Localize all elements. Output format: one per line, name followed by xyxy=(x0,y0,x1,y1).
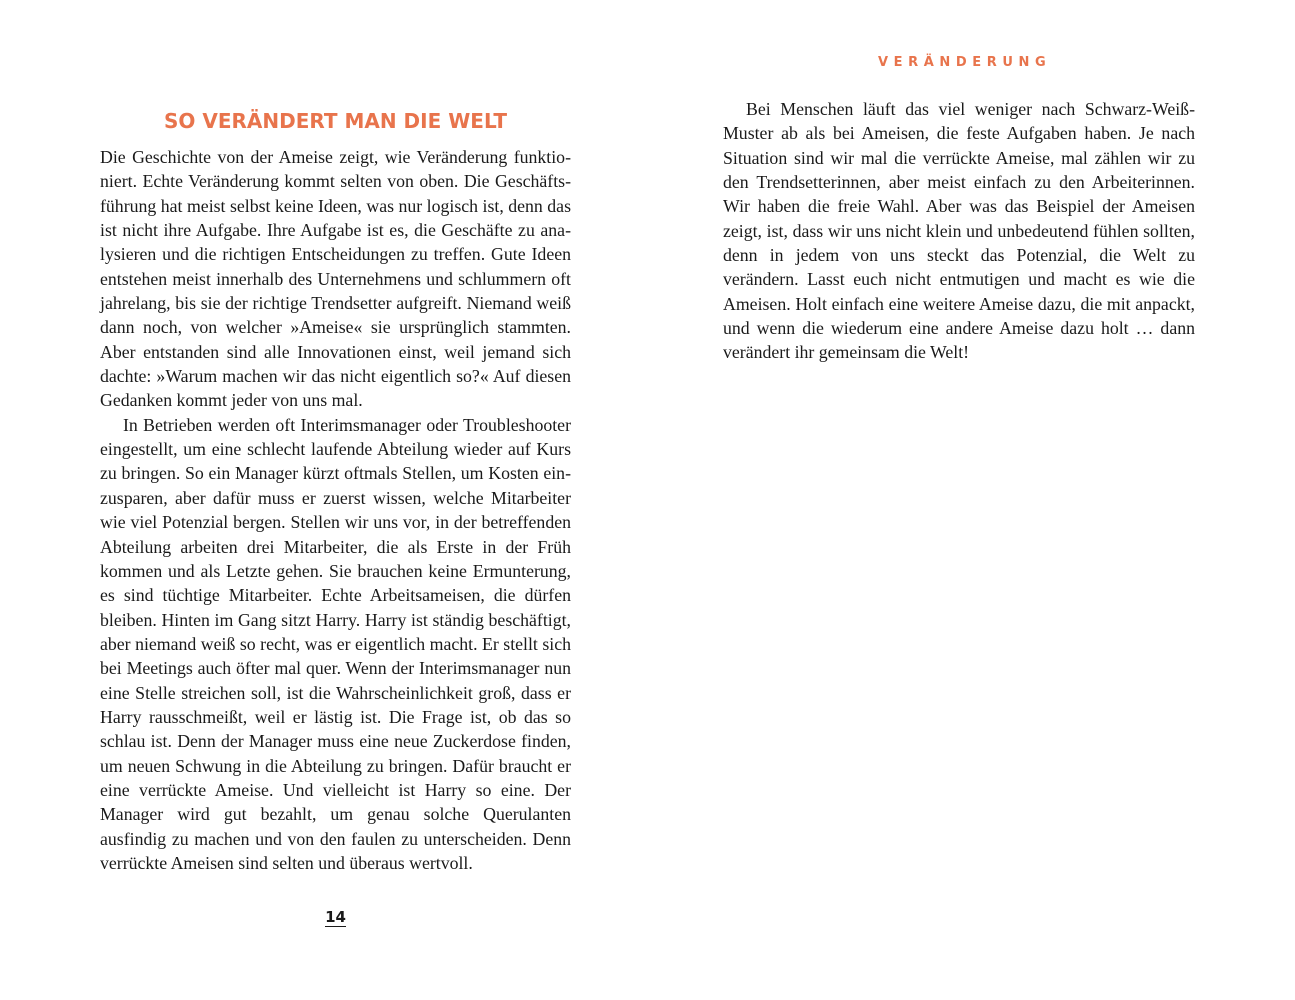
running-head: VERÄNDERUNG xyxy=(878,55,1052,70)
chapter-title: SO VERÄNDERT MAN DIE WELT xyxy=(163,109,508,134)
right-paragraph-1: Bei Menschen läuft das viel weniger nach Schwarz-Weiß-Muster ab als bei Ameisen, die feste Aufgaben haben. Je nach Situation sind wir mal die verrückte Ameise, mal zählen wir zu den Trendsetterinnen, aber meist einfach zu den Arbeiterinnen. Wir haben die freie Wahl. Aber was das Beispiel der Ameisen zeigt, ist, dass wir uns nicht klein und unbedeutend fühlen sollten, denn in jedem von uns steckt das Potenzial, die Welt zu verändern. Lasst euch nicht entmutigen und macht es wie die Ameisen. Holt einfach eine weitere Ameise dazu, die mit anpackt, und wenn die wiederum eine andere Ameise dazu holt … dann verändert ihr gemeinsam die Welt! xyxy=(723,99,1195,363)
page-number-label: 14 xyxy=(325,908,346,926)
left-paragraph-1: Die Geschichte von der Ameise zeigt, wie Veränderung funktioniert. Echte Veränderung kommt selten von oben. Die Geschäftsführung hat meist selbst keine Ideen, was nur logisch ist, denn das ist nicht ihre Aufgabe. Ihre Aufgabe ist es, die Geschäfte zu analysieren und die richtigen Entscheidungen zu treffen. Gute Ideen entstehen meist innerhalb des Unternehmens und schlummern oft jahrelang, bis sie der richtige Trendsetter aufgreift. Niemand weiß dann noch, von welcher »Ameise« sie ursprünglich stammten. Aber entstanden sind alle Innovationen einst, weil jemand sich dachte: »Warum machen wir das nicht eigentlich so?« Auf diesen Gedanken kommt jeder von uns mal. xyxy=(100,147,571,411)
page-number xyxy=(100,908,571,926)
left-page xyxy=(0,0,647,1000)
right-body-text xyxy=(723,97,1195,365)
left-body-text xyxy=(100,145,571,875)
left-paragraph-2: In Betrieben werden oft Interimsmanager oder Troubleshooter eingestellt, um eine schlecht laufende Abteilung wieder auf Kurs zu bringen. So ein Manager kürzt oftmals Stellen, um Kosten einzusparen, aber dafür muss er zuerst wissen, welche Mitarbeiter wie viel Potenzial bergen. Stellen wir uns vor, in der betreffenden Abteilung arbeiten drei Mitarbeiter, die als Erste in der Früh kommen und als Letzte gehen. Sie brauchen keine Ermunterung, es sind tüchtige Mitarbeiter. Echte Arbeitsameisen, die dürfen bleiben. Hinten im Gang sitzt Harry. Harry ist ständig beschäftigt, aber niemand weiß so recht, was er eigentlich macht. Er stellt sich bei Meetings auch öfter mal quer. Wenn der Interimsmanager nun eine Stelle streichen soll, ist die Wahrscheinlichkeit groß, dass er Harry rausschmeißt, weil er lästig ist. Die Frage ist, ob das so schlau ist. Denn der Manager muss eine neue Zuckerdose finden, um neuen Schwung in die Abteilung zu bringen. Dafür braucht er eine verrückte Ameise. Und vielleicht ist Harry so eine. Der Manager wird gut bezahlt, um genau solche Querulanten ausfindig zu machen und von den faulen zu unterscheiden. Denn verrückte Ameisen sind selten und überaus wertvoll. xyxy=(100,414,571,873)
right-page xyxy=(648,0,1295,1000)
